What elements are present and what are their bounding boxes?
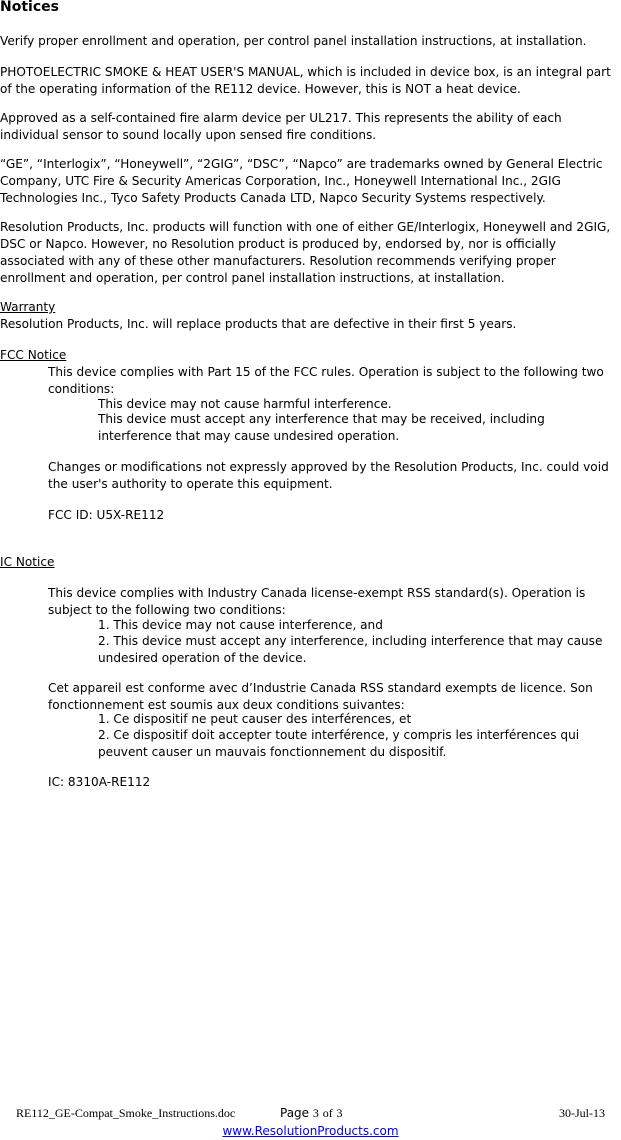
fcc-changes: Changes or modifications not expressly approved by the Resolution Products, Inc. could void the user's authority to operate this equipment. xyxy=(48,460,609,491)
approved-paragraph: Approved as a self-contained fire alarm device per UL217. This represents the ability of each individual sensor to sound locally upon sensed fire conditions. xyxy=(0,111,562,142)
footer-page-current: 3 xyxy=(312,1106,319,1120)
ic-notice-title: IC Notice xyxy=(0,555,55,569)
fcc-notice-title: FCC Notice xyxy=(0,348,67,362)
ic-id: IC: 8310A-RE112 xyxy=(48,775,151,789)
ic-french-condition-2: 2. Ce dispositif doit accepter toute interférence, y compris les interférences qui peuvent causer un mauvais fonctionnement du dispositif. xyxy=(98,728,580,759)
footer-filename: RE112_GE-Compat_Smoke_Instructions.doc xyxy=(16,1106,236,1120)
ic-french-condition-1: 1. Ce dispositif ne peut causer des interférences, et xyxy=(98,712,412,726)
footer-page-total: 3 xyxy=(336,1106,343,1120)
footer-date: 30-Jul-13 xyxy=(559,1106,605,1120)
fcc-condition-2: This device must accept any interference that may be received, including interference that may cause undesired operation. xyxy=(98,412,545,443)
ic-condition-2: 2. This device must accept any interference, including interference that may cause undesired operation of the device. xyxy=(98,634,603,665)
fcc-id: FCC ID: U5X-RE112 xyxy=(48,508,165,522)
footer-page-of: of xyxy=(322,1106,333,1120)
notices-heading: Notices xyxy=(0,0,59,15)
fcc-condition-1: This device may not cause harmful interference. xyxy=(98,397,392,411)
footer-page-word: Page xyxy=(280,1106,310,1120)
ic-french-intro: Cet appareil est conforme avec d’Industrie Canada RSS standard exempts de licence. Son fonctionnement est soumis aux deux conditions suivantes: xyxy=(48,681,593,712)
verify-paragraph: Verify proper enrollment and operation, per control panel installation instructions, at installation. xyxy=(0,34,587,48)
website-link[interactable]: www.ResolutionProducts.com xyxy=(222,1124,399,1138)
warranty-title: Warranty xyxy=(0,300,56,314)
page-footer xyxy=(0,1106,621,1140)
warranty-text: Resolution Products, Inc. will replace products that are defective in their first 5 years. xyxy=(0,317,517,331)
manual-paragraph: PHOTOELECTRIC SMOKE & HEAT USER'S MANUAL, which is included in device box, is an integral part of the operating information of the RE112 device. However, this is NOT a heat device. xyxy=(0,65,611,96)
resolution-paragraph: Resolution Products, Inc. products will function with one of either GE/Interlogix, Honeywell and 2GIG, DSC or Napco. However, no Resolution product is produced by, endorsed by, nor is officially associated with any of these other manufacturers. Resolution recommends verifying proper enrollment and operation, per control panel installation instructions, at installation. xyxy=(0,220,611,285)
footer-page-number xyxy=(280,1106,343,1121)
fcc-intro: This device complies with Part 15 of the FCC rules. Operation is subject to the following two conditions: xyxy=(48,365,604,396)
ic-condition-1: 1. This device may not cause interference, and xyxy=(98,618,383,632)
ic-intro: This device complies with Industry Canada license-exempt RSS standard(s). Operation is subject to the following two conditions: xyxy=(48,586,586,617)
trademarks-paragraph: “GE”, “Interlogix”, “Honeywell”, “2GIG”, “DSC”, “Napco” are trademarks owned by General Electric Company, UTC Fire & Security Americas Corporation, Inc., Honeywell International Inc., 2GIG Technologies Inc., Tyco Safety Products Canada LTD, Napco Security Systems respectively. xyxy=(0,157,603,205)
